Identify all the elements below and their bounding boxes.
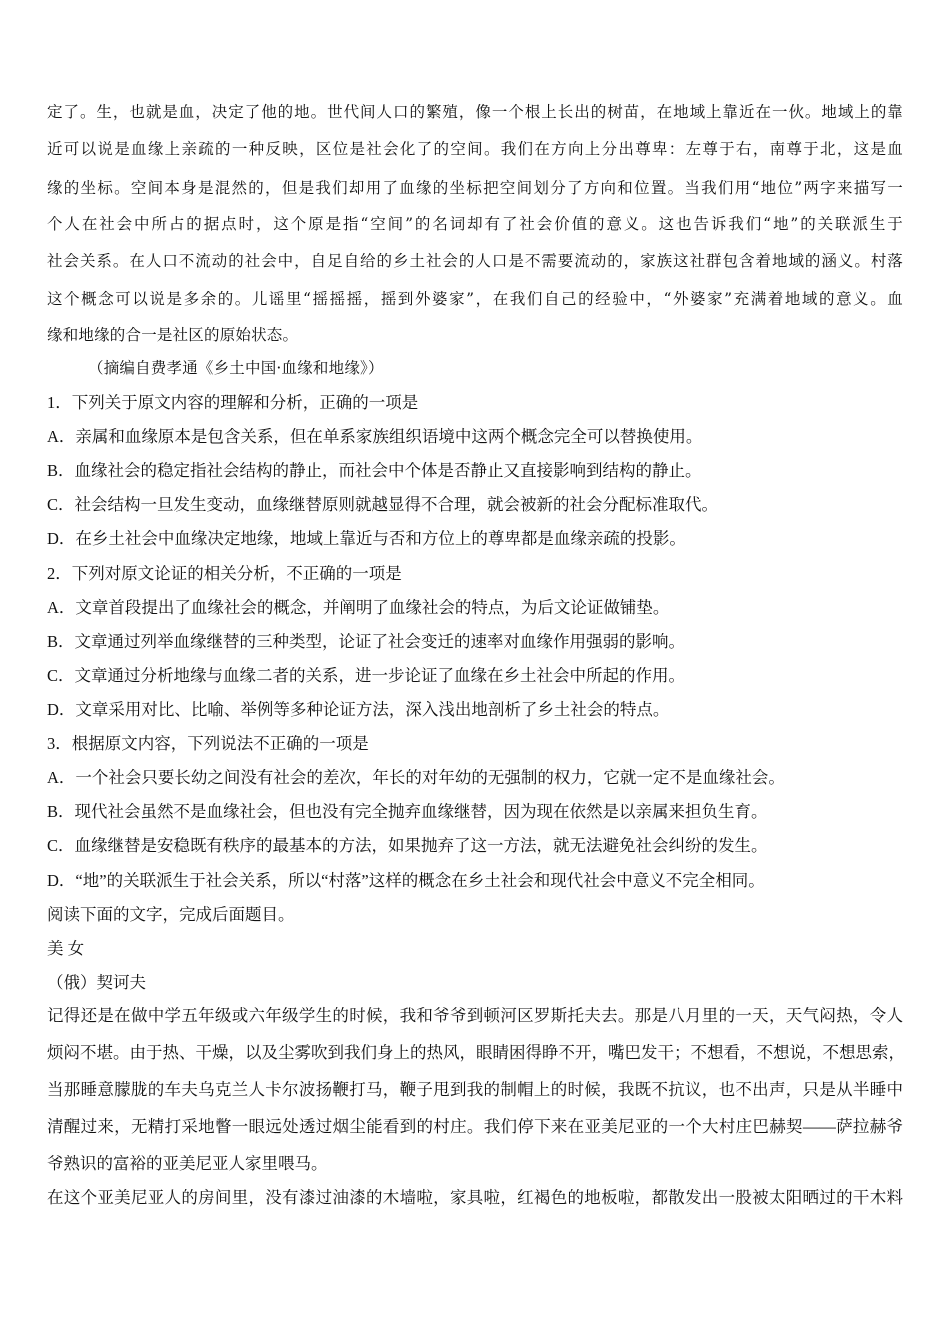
story-line: 烦闷不堪。由于热、干燥，以及尘雾吹到我们身上的热风，眼睛困得睁不开，嘴巴发干；不想看，不想说，不想思索， bbox=[47, 1043, 905, 1062]
story-line: 记得还是在做中学五年级或六年级学生的时候，我和爷爷到顿河区罗斯托夫去。那是八月里的一天，天气闷热，令人 bbox=[47, 1006, 903, 1025]
reading-instruction: 阅读下面的文字，完成后面题目。 bbox=[47, 905, 295, 924]
passage-line: 这个概念可以说是多余的。儿谣里“摇摇摇，摇到外婆家”，在我们自己的经验中，“外婆家”充满着地域的意义。血 bbox=[47, 290, 903, 308]
question-option: B．现代社会虽然不是血缘社会，但也没有完全抛弃血缘继替，因为现在依然是以亲属来担负生育。 bbox=[47, 802, 768, 821]
question-stem: 1．下列关于原文内容的理解和分析，正确的一项是 bbox=[47, 393, 419, 412]
question-option: C．社会结构一旦发生变动，血缘继替原则就越显得不合理，就会被新的社会分配标准取代。 bbox=[47, 495, 719, 514]
passage-line: 缘的坐标。空间本身是混然的，但是我们却用了血缘的坐标把空间划分了方向和位置。当我们用“地位”两字来描写一 bbox=[47, 179, 903, 197]
story-line: 在这个亚美尼亚人的房间里，没有漆过油漆的木墙啦，家具啦，红褐色的地板啦，都散发出一股被太阳晒过的干木料 bbox=[47, 1188, 903, 1207]
story-author: （俄）契诃夫 bbox=[47, 973, 146, 992]
question-option: B．文章通过列举血缘继替的三种类型，论证了社会变迁的速率对血缘作用强弱的影响。 bbox=[47, 632, 686, 651]
question-option: D．“地”的关联派生于社会关系，所以“村落”这样的概念在乡土社会和现代社会中意义不完全相同。 bbox=[47, 871, 765, 890]
question-option: B．血缘社会的稳定指社会结构的静止，而社会中个体是否静止又直接影响到结构的静止。 bbox=[47, 461, 702, 480]
story-line: 当那睡意朦胧的车夫乌克兰人卡尔波扬鞭打马，鞭子甩到我的制帽上的时候，我既不抗议，也不出声，只是从半睡中 bbox=[47, 1080, 903, 1099]
passage-line: 缘和地缘的合一是社区的原始状态。 bbox=[47, 326, 299, 344]
question-option: C．血缘继替是安稳既有秩序的最基本的方法，如果抛弃了这一方法，就无法避免社会纠纷的发生。 bbox=[47, 836, 768, 855]
passage-line: 定了。生，也就是血，决定了他的地。世代间人口的繁殖，像一个根上长出的树苗，在地域上靠近在一伙。地域上的靠 bbox=[47, 103, 903, 121]
question-stem: 2．下列对原文论证的相关分析，不正确的一项是 bbox=[47, 564, 402, 583]
passage-line: 个人在社会中所占的据点时，这个原是指“空间”的名词却有了社会价值的意义。这也告诉我们“地”的关联派生于 bbox=[47, 215, 903, 233]
question-option: A．亲属和血缘原本是包含关系，但在单系家族组织语境中这两个概念完全可以替换使用。 bbox=[47, 427, 703, 446]
story-line: 爷熟识的富裕的亚美尼亚人家里喂马。 bbox=[47, 1154, 328, 1173]
question-option: D．文章采用对比、比喻、举例等多种论证方法，深入浅出地剖析了乡土社会的特点。 bbox=[47, 700, 670, 719]
question-option: A．文章首段提出了血缘社会的概念，并阐明了血缘社会的特点，为后文论证做铺垫。 bbox=[47, 598, 670, 617]
source-citation: （摘编自费孝通《乡土中国·血缘和地缘》） bbox=[88, 359, 384, 377]
question-option: C．文章通过分析地缘与血缘二者的关系，进一步论证了血缘在乡土社会中所起的作用。 bbox=[47, 666, 686, 685]
question-option: A．一个社会只要长幼之间没有社会的差次，年长的对年幼的无强制的权力，它就一定不是血缘社会。 bbox=[47, 768, 785, 787]
question-stem: 3．根据原文内容，下列说法不正确的一项是 bbox=[47, 734, 369, 753]
story-line: 清醒过来，无精打采地瞥一眼远处透过烟尘能看到的村庄。我们停下来在亚美尼亚的一个大村庄巴赫契——萨拉赫爷 bbox=[47, 1117, 903, 1136]
passage-line: 近可以说是血缘上亲疏的一种反映，区位是社会化了的空间。我们在方向上分出尊卑：左尊于右，南尊于北，这是血 bbox=[47, 140, 903, 158]
story-title: 美 女 bbox=[47, 939, 85, 958]
question-option: D．在乡土社会中血缘决定地缘，地域上靠近与否和方位上的尊卑都是血缘亲疏的投影。 bbox=[47, 529, 686, 548]
passage-line: 社会关系。在人口不流动的社会中，自足自给的乡土社会的人口是不需要流动的，家族这社群包含着地域的涵义。村落 bbox=[47, 252, 903, 270]
